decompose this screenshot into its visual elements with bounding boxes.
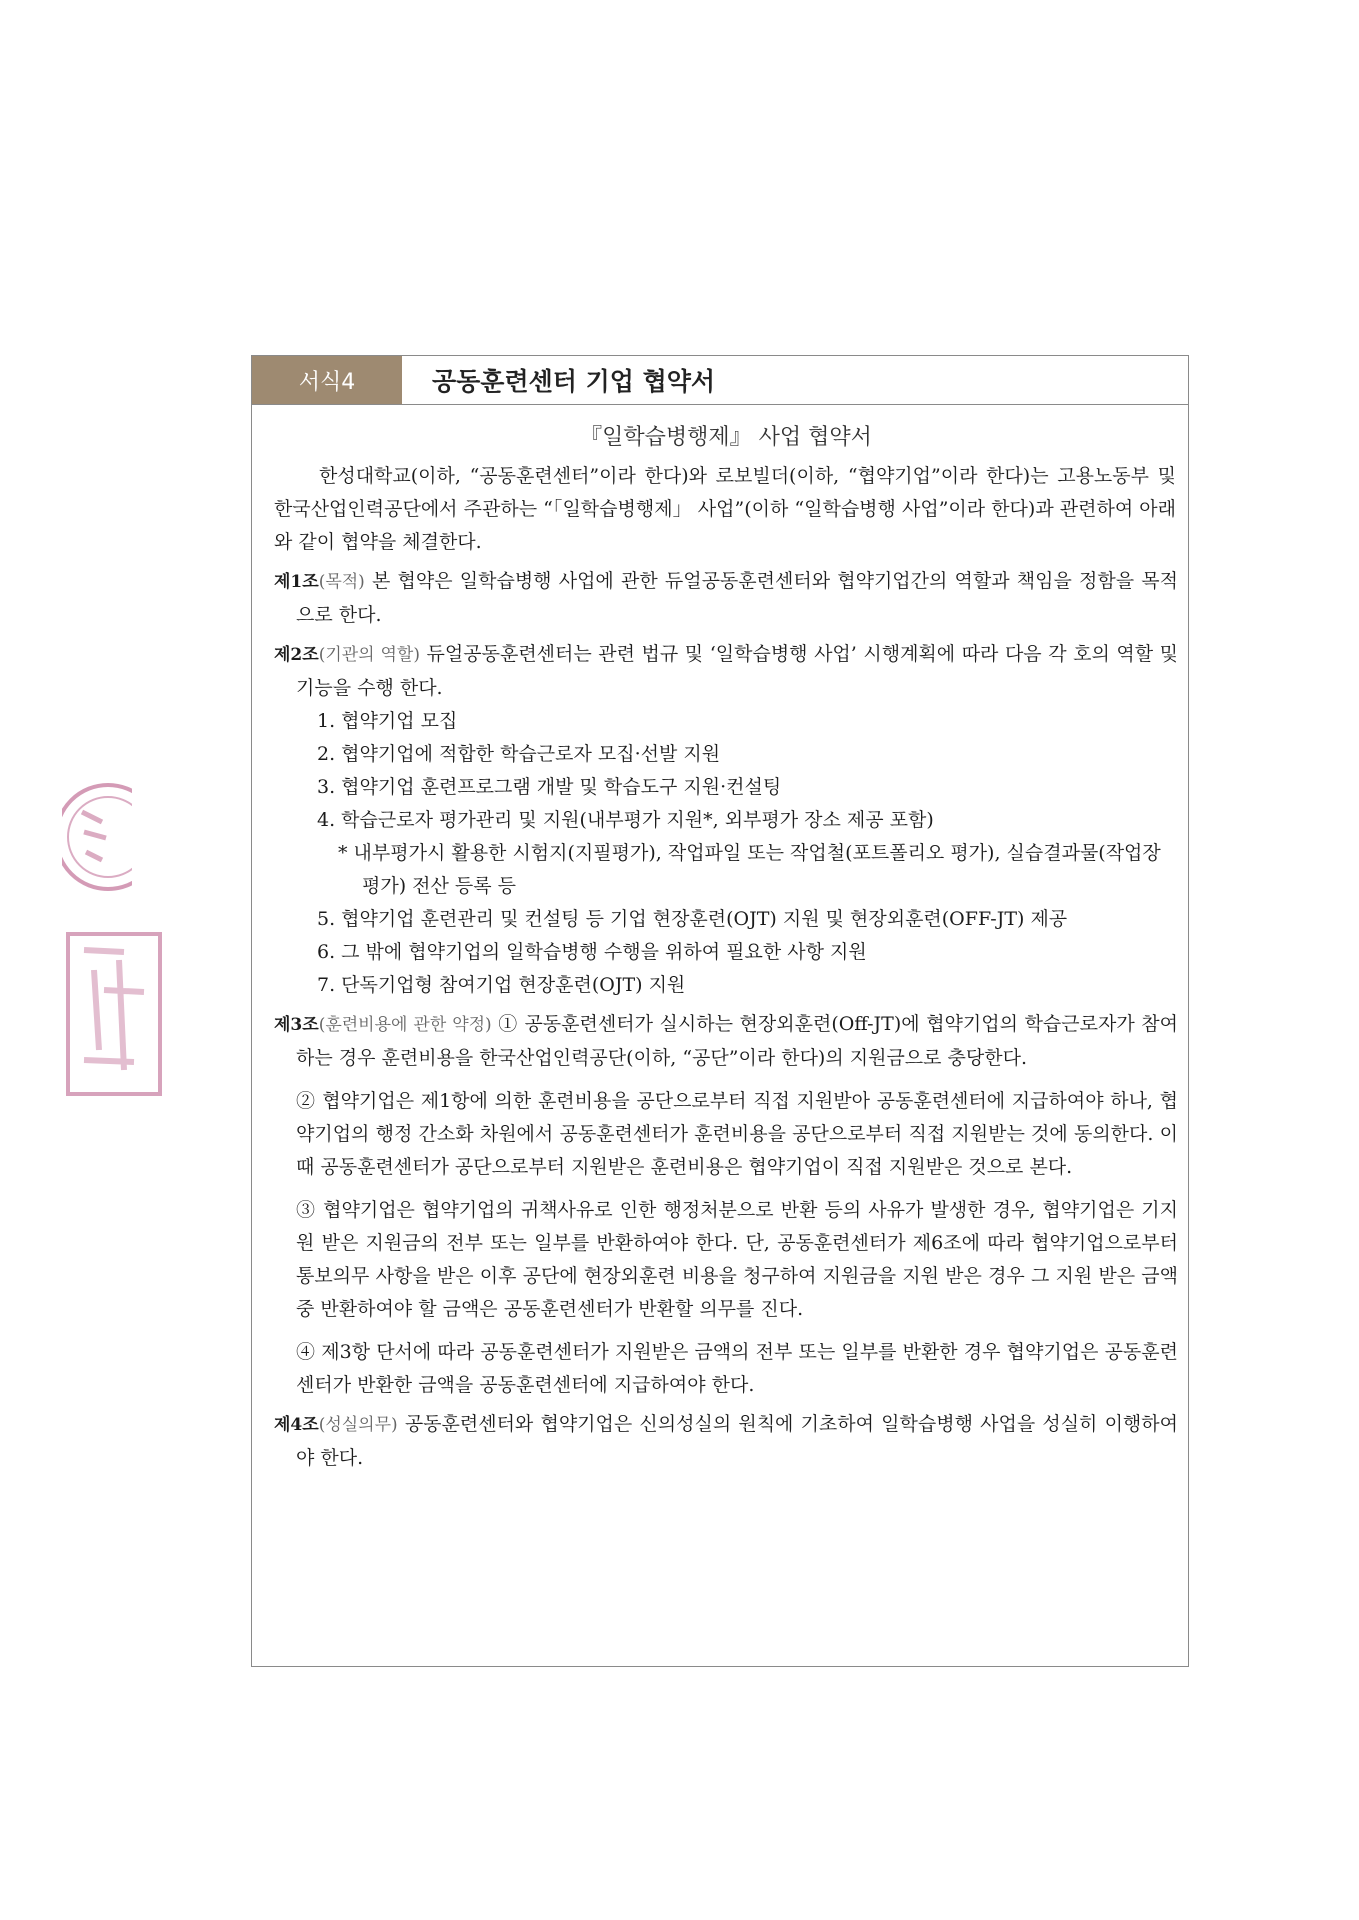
list-item: 2. 협약기업에 적합한 학습근로자 모집·선발 지원 <box>317 743 721 765</box>
form-header <box>252 356 1188 405</box>
list-item: 3. 협약기업 훈련프로그램 개발 및 학습도구 지원·컨설팅 <box>317 776 782 798</box>
list-item: 5. 협약기업 훈련관리 및 컨설팅 등 기업 현장훈련(OJT) 지원 및 현장외훈련(OFF-JT) 제공 <box>317 908 1068 930</box>
form-frame <box>251 355 1189 1667</box>
list-item: 4. 학습근로자 평가관리 및 지원(내부평가 지원*, 외부평가 장소 제공 포함) <box>317 809 934 831</box>
article-2 <box>274 638 1178 705</box>
form-tag: 서식4 <box>252 356 402 404</box>
article-2-caption: (기관의 역할) <box>318 645 420 665</box>
article-3-paragraph-1: ① 공동훈련센터가 실시하는 현장외훈련(Off-JT)에 협약기업의 학습근로자가 참여하는 경우 훈련비용을 한국산업인력공단(이하, “공단”이라 한다)의 지원금으로 충당한다. <box>296 1013 1179 1069</box>
article-3-caption: (훈련비용에 관한 약정) <box>318 1015 492 1035</box>
document-body <box>252 405 1188 1475</box>
article-3-number: 제3조 <box>274 1015 319 1035</box>
seal-stamp-square <box>64 930 164 1100</box>
article-4-caption: (성실의무) <box>318 1415 398 1435</box>
article-2-number: 제2조 <box>274 645 319 665</box>
article-3-paragraph-2: ② 협약기업은 제1항에 의한 훈련비용을 공단으로부터 직접 지원받아 공동훈련센터에 지급하여야 하나, 협약기업의 행정 간소화 차원에서 공동훈련센터가 훈련비용을 공단으로부터 직접 지원받는 것에 동의한다. 이 때 공동훈련센터가 공단으로부터 지원받은 훈련비용은 협약기업이 직접 지원받은 것으로 본다. <box>296 1090 1178 1178</box>
article-4-number: 제4조 <box>274 1415 319 1435</box>
form-header-title: 공동훈련센터 기업 협약서 <box>432 367 716 396</box>
list-item: 6. 그 밖에 협약기업의 일학습병행 수행을 위하여 필요한 사항 지원 <box>317 941 867 963</box>
intro-paragraph: 한성대학교(이하, “공동훈련센터”이라 한다)와 로보빌더(이하, “협약기업”이라 한다)는 고용노동부 및 한국산업인력공단에서 주관하는 “「일학습병행제」 사업”(이하 “일학습병행 사업”이라 한다)과 관련하여 아래와 같이 협약을 체결한다. <box>274 465 1176 553</box>
list-item: 7. 단독기업형 참여기업 현장훈련(OJT) 지원 <box>317 974 686 996</box>
list-note: * 내부평가시 활용한 시험지(지필평가), 작업파일 또는 작업철(포트폴리오 평가), 실습결과물(작업장 평가) 전산 등록 등 <box>338 842 1161 897</box>
article-2-text: 듀얼공동훈련센터는 관련 법규 및 ‘일학습병행 사업’ 시행계획에 따라 다음 각 호의 역할 및 기능을 수행 한다. <box>296 643 1178 699</box>
article-2-list <box>274 705 1178 1002</box>
article-1-number: 제1조 <box>274 572 319 592</box>
article-3-paragraph-4: ④ 제3항 단서에 따라 공동훈련센터가 지원받은 금액의 전부 또는 일부를 반환한 경우 협약기업은 공동훈련센터가 반환한 금액을 공동훈련센터에 지급하여야 한다. <box>296 1341 1178 1396</box>
article-1-text: 본 협약은 일학습병행 사업에 관한 듀얼공동훈련센터와 협약기업간의 역할과 책임을 정함을 목적으로 한다. <box>296 570 1178 626</box>
seal-stamp-round <box>62 772 132 902</box>
article-4-text: 공동훈련센터와 협약기업은 신의성실의 원칙에 기초하여 일학습병행 사업을 성실히 이행하여야 한다. <box>296 1413 1178 1469</box>
article-3 <box>274 1008 1178 1075</box>
article-1 <box>274 565 1178 632</box>
document-title: 『일학습병행제』 사업 협약서 <box>580 425 872 450</box>
list-item: 1. 협약기업 모집 <box>317 710 458 732</box>
article-4 <box>274 1408 1178 1475</box>
article-1-caption: (목적) <box>318 572 365 592</box>
article-3-paragraph-3: ③ 협약기업은 협약기업의 귀책사유로 인한 행정처분으로 반환 등의 사유가 발생한 경우, 협약기업은 기지원 받은 지원금의 전부 또는 일부를 반환하여야 한다. 단, 공동훈련센터가 제6조에 따라 협약기업으로부터 통보의무 사항을 받은 이후 공단에 현장외훈련 비용을 청구하여 지원금을 지원 받은 경우 그 지원 받은 금액 중 반환하여야 할 금액은 공동훈련센터가 반환할 의무를 진다. <box>296 1199 1178 1320</box>
